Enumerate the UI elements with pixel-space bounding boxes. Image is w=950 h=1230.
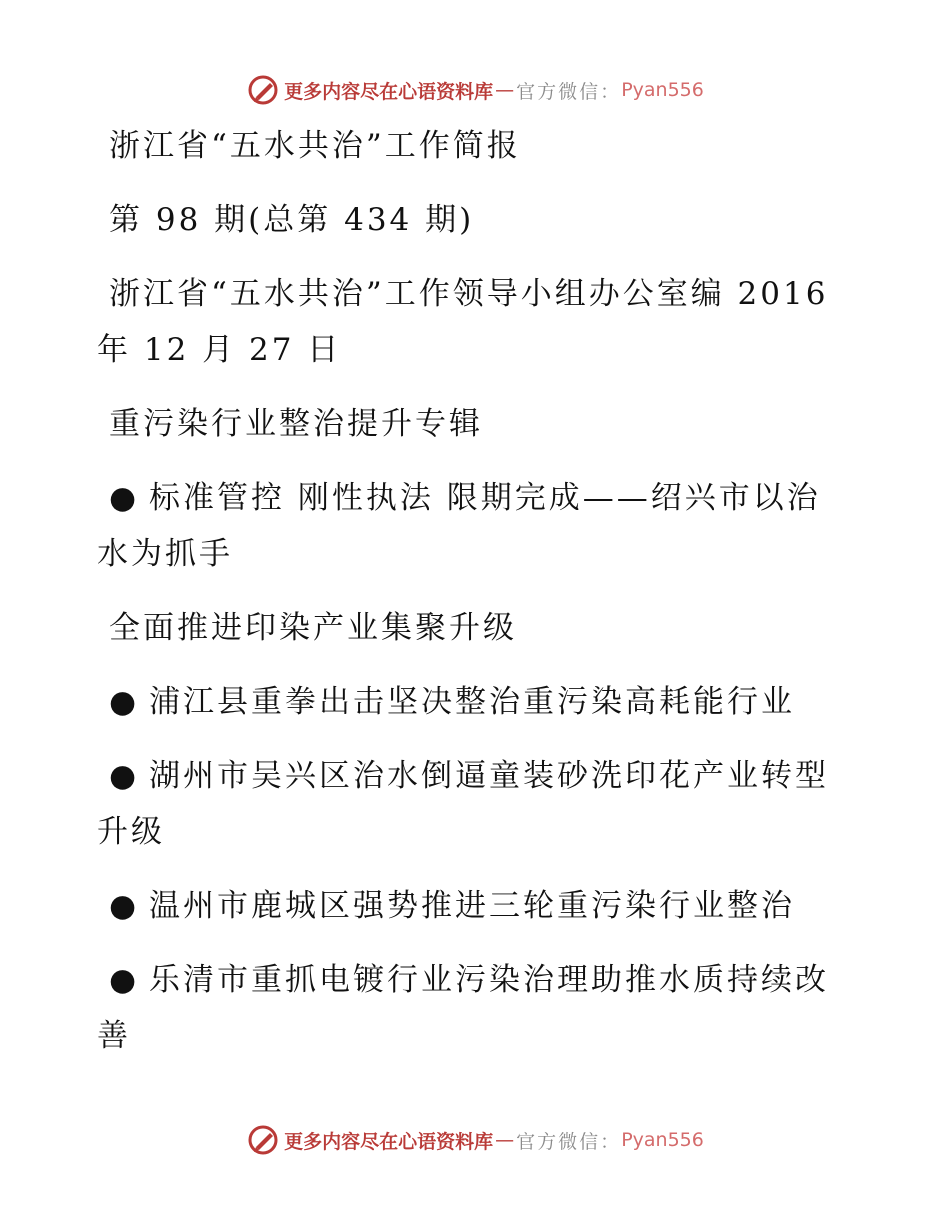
list-item-text: 湖州市吴兴区治水倒逼童装砂洗印花产业转型 bbox=[149, 758, 829, 794]
list-item-subtitle: 全面推进印染产业集聚升级 bbox=[109, 610, 517, 646]
list-item-text: 乐清市重抓电镀行业污染治理助推水质持续改 bbox=[149, 962, 829, 998]
list-item-continuation: 水为抓手 bbox=[97, 536, 233, 572]
editor-line-1: 浙江省“五水共治”工作领导小组办公室编 2016 bbox=[109, 276, 829, 312]
document-title: 浙江省“五水共治”工作简报 bbox=[109, 128, 521, 164]
list-item bbox=[97, 748, 857, 860]
watermark-wechat-id: Pyan556 bbox=[621, 79, 704, 101]
watermark-footer bbox=[0, 1120, 950, 1160]
watermark-header bbox=[0, 70, 950, 110]
watermark-site-text: 更多内容尽在心语资料库 bbox=[284, 80, 494, 103]
watermark-site-text: 更多内容尽在心语资料库 bbox=[284, 1130, 494, 1153]
pen-logo-icon bbox=[246, 1123, 280, 1157]
watermark-official-label: 官方微信： bbox=[516, 1130, 622, 1153]
list-item-text: 温州市鹿城区强势推进三轮重污染行业整治 bbox=[149, 888, 795, 924]
bullet-icon: ● bbox=[109, 480, 140, 516]
issue-number: 第 98 期(总第 434 期) bbox=[109, 202, 475, 238]
list-item bbox=[97, 952, 857, 1064]
bullet-icon: ● bbox=[109, 962, 140, 998]
editor-line-2: 年 12 月 27 日 bbox=[97, 332, 342, 368]
watermark-official-label: 官方微信： bbox=[516, 80, 622, 103]
list-item-text: 浦江县重拳出击坚决整治重污染高耗能行业 bbox=[149, 684, 795, 720]
watermark-wechat-id: Pyan556 bbox=[621, 1129, 704, 1151]
editor-info bbox=[97, 266, 857, 378]
bullet-icon: ● bbox=[109, 758, 140, 794]
list-item-text: 标准管控 刚性执法 限期完成——绍兴市以治 bbox=[149, 480, 821, 516]
list-item-continuation: 升级 bbox=[97, 814, 165, 850]
pen-logo-icon bbox=[246, 73, 280, 107]
bullet-icon: ● bbox=[109, 888, 140, 924]
list-item bbox=[97, 878, 857, 934]
watermark-dash: — bbox=[495, 79, 515, 101]
list-item bbox=[97, 674, 857, 730]
document-body bbox=[97, 118, 857, 1082]
special-topic-heading: 重污染行业整治提升专辑 bbox=[109, 406, 483, 442]
watermark-dash: — bbox=[495, 1129, 515, 1151]
list-item bbox=[97, 470, 857, 582]
list-item-continuation: 善 bbox=[97, 1018, 131, 1054]
bullet-icon: ● bbox=[109, 684, 140, 720]
